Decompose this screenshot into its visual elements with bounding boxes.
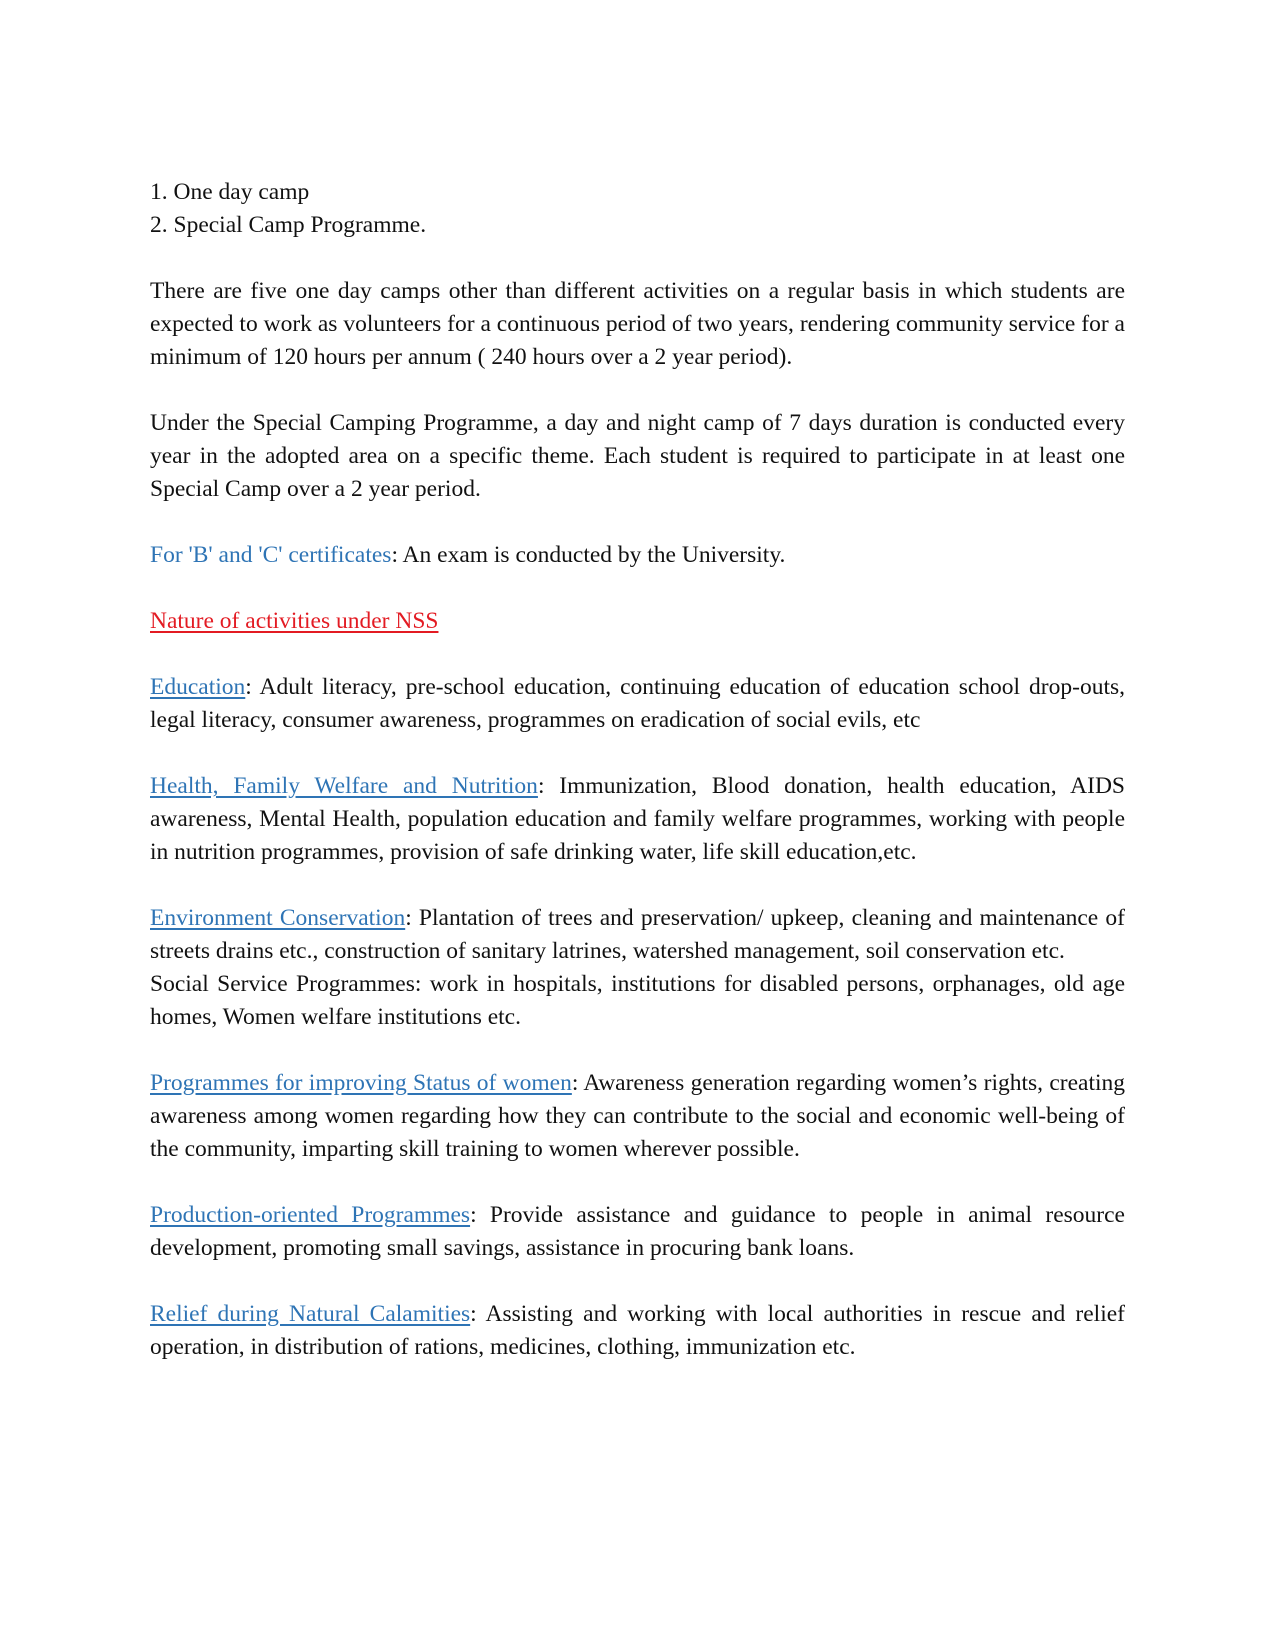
one-day-camp-paragraph: There are five one day camps other than different activities on a regular basis in which students are expected to work as volunteers for a continuous period of two years, rendering community service for a minimum of 120 hours per annum ( 240 hours over a 2 year period). — [150, 278, 1125, 370]
health-link[interactable]: Health, Family Welfare and Nutrition — [150, 773, 538, 799]
certificates-paragraph — [150, 539, 1125, 572]
women-text: : Awareness generation regarding women’s rights, creating awareness among women regarding how they can contribute to the social and economic well-being of the community, imparting skill training to women wherever possible. — [150, 1070, 1126, 1162]
social-service-paragraph: Social Service Programmes: work in hospitals, institutions for disabled persons, orphanages, old age homes, Women welfare institutions etc. — [150, 971, 1125, 1030]
list-item: 2. Special Camp Programme. — [150, 212, 427, 238]
environment-link[interactable]: Environment Conservation — [150, 905, 406, 931]
certificates-label: For 'B' and 'C' certificates — [150, 542, 392, 568]
education-paragraph — [150, 671, 1125, 737]
women-programmes-link[interactable]: Programmes for improving Status of women — [150, 1070, 572, 1096]
production-paragraph — [150, 1199, 1125, 1265]
relief-text: : Assisting and working with local authorities in rescue and relief operation, in distribution of rations, medicines, clothing, immunization etc. — [150, 1301, 1125, 1360]
production-link[interactable]: Production-oriented Programmes — [150, 1202, 471, 1228]
list-item: 1. One day camp — [150, 179, 310, 205]
health-text: : Immunization, Blood donation, health education, AIDS awareness, Mental Health, population education and family welfare programmes, working with people in nutrition programmes, provision of safe drinking water, life skill education,etc. — [150, 773, 1125, 865]
document-page — [150, 176, 1125, 1397]
relief-link[interactable]: Relief during Natural Calamities — [150, 1301, 471, 1327]
production-text: : Provide assistance and guidance to people in animal resource development, promoting small savings, assistance in procuring bank loans. — [150, 1202, 1125, 1261]
environment-text: : Plantation of trees and preservation/ upkeep, cleaning and maintenance of streets drains etc., construction of sanitary latrines, watershed management, soil conservation etc. — [150, 905, 1125, 964]
education-text: : Adult literacy, pre-school education, continuing education of education school drop-outs, legal literacy, consumer awareness, programmes on eradication of social evils, etc — [150, 674, 1125, 733]
section-heading[interactable]: Nature of activities under NSS — [150, 608, 439, 634]
relief-paragraph — [150, 1298, 1125, 1364]
environment-paragraph — [150, 902, 1125, 968]
health-paragraph — [150, 770, 1125, 869]
education-link[interactable]: Education — [150, 674, 246, 700]
special-camp-paragraph: Under the Special Camping Programme, a day and night camp of 7 days duration is conducted every year in the adopted area on a specific theme. Each student is required to participate in at least one Special Camp over a 2 year period. — [150, 410, 1125, 502]
camp-type-list — [150, 176, 1125, 242]
women-paragraph — [150, 1067, 1125, 1166]
certificates-text: : An exam is conducted by the University. — [391, 542, 786, 568]
